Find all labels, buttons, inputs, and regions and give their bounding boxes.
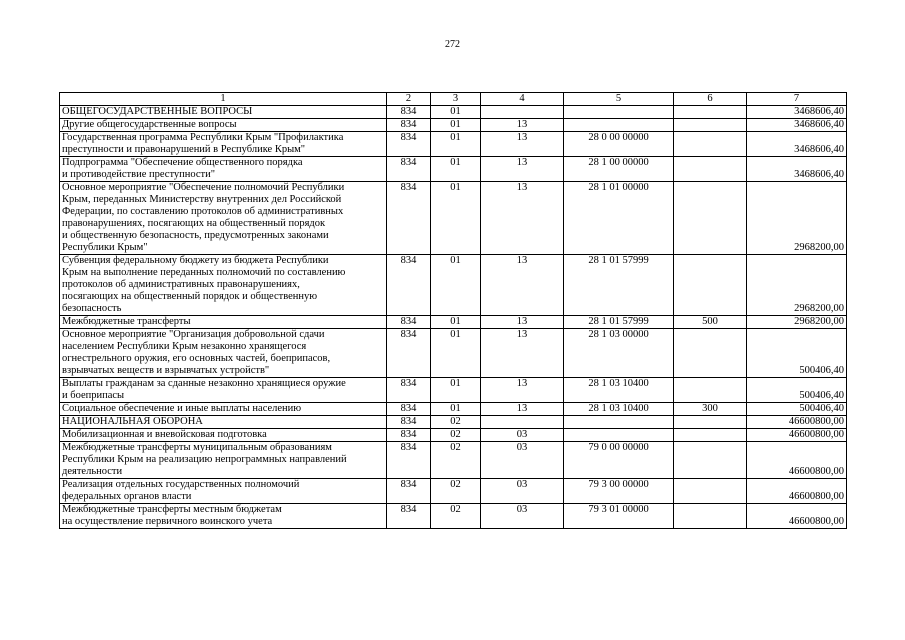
row-section-cell: 01 xyxy=(431,329,481,378)
row-section-cell: 02 xyxy=(431,504,481,529)
row-expense-type-cell xyxy=(674,442,747,479)
column-header: 7 xyxy=(747,93,847,106)
row-subsection-cell: 13 xyxy=(481,255,564,316)
row-code-cell: 834 xyxy=(387,504,431,529)
table-row xyxy=(60,416,847,429)
row-expense-type-cell xyxy=(674,378,747,403)
row-subsection-cell: 13 xyxy=(481,378,564,403)
table-header-row xyxy=(60,93,847,106)
row-target-article-cell: 79 3 01 00000 xyxy=(564,504,674,529)
row-amount-cell: 46600800,00 xyxy=(747,479,847,504)
row-expense-type-cell xyxy=(674,504,747,529)
row-target-article-cell: 28 1 00 00000 xyxy=(564,157,674,182)
row-target-article-cell: 28 1 01 57999 xyxy=(564,255,674,316)
row-subsection-cell: 13 xyxy=(481,157,564,182)
row-name-cell: ОБЩЕГОСУДАРСТВЕННЫЕ ВОПРОСЫ xyxy=(60,106,387,119)
row-name-cell: Межбюджетные трансферты местным бюджетам на осуществление первичного воинского учета xyxy=(60,504,387,529)
row-section-cell: 02 xyxy=(431,479,481,504)
row-subsection-cell xyxy=(481,106,564,119)
row-name-cell: Социальное обеспечение и иные выплаты населению xyxy=(60,403,387,416)
row-section-cell: 01 xyxy=(431,378,481,403)
row-target-article-cell: 79 3 00 00000 xyxy=(564,479,674,504)
table-row xyxy=(60,182,847,255)
table-row xyxy=(60,442,847,479)
row-subsection-cell: 13 xyxy=(481,119,564,132)
row-expense-type-cell: 500 xyxy=(674,316,747,329)
row-code-cell: 834 xyxy=(387,132,431,157)
row-amount-cell: 3468606,40 xyxy=(747,106,847,119)
row-expense-type-cell xyxy=(674,182,747,255)
row-target-article-cell xyxy=(564,119,674,132)
row-code-cell: 834 xyxy=(387,378,431,403)
row-expense-type-cell xyxy=(674,157,747,182)
row-subsection-cell: 13 xyxy=(481,182,564,255)
row-amount-cell: 46600800,00 xyxy=(747,442,847,479)
row-name-cell: Межбюджетные трансферты муниципальным образованиям Республики Крым на реализацию непрограммных направлений деятельности xyxy=(60,442,387,479)
row-code-cell: 834 xyxy=(387,429,431,442)
row-name-cell: Субвенция федеральному бюджету из бюджета Республики Крым на выполнение переданных полномочий по составлению протоколов об административных правонарушениях, посягающих на общественный порядок и общественную безопасность xyxy=(60,255,387,316)
row-code-cell: 834 xyxy=(387,416,431,429)
row-name-cell: Основное мероприятие "Организация добровольной сдачи населением Республики Крым незаконно хранящегося огнестрельного оружия, его основных частей, боеприпасов, взрывчатых веществ и взрывчатых устройств" xyxy=(60,329,387,378)
row-expense-type-cell xyxy=(674,479,747,504)
row-expense-type-cell xyxy=(674,329,747,378)
row-amount-cell: 46600800,00 xyxy=(747,504,847,529)
row-target-article-cell: 28 1 03 00000 xyxy=(564,329,674,378)
row-section-cell: 01 xyxy=(431,119,481,132)
table-row xyxy=(60,316,847,329)
row-section-cell: 01 xyxy=(431,182,481,255)
row-subsection-cell: 13 xyxy=(481,403,564,416)
row-subsection-cell: 13 xyxy=(481,329,564,378)
row-amount-cell: 500406,40 xyxy=(747,403,847,416)
table-body xyxy=(60,106,847,529)
table-row xyxy=(60,157,847,182)
row-subsection-cell: 03 xyxy=(481,479,564,504)
row-target-article-cell: 28 1 03 10400 xyxy=(564,403,674,416)
row-target-article-cell xyxy=(564,416,674,429)
row-code-cell: 834 xyxy=(387,119,431,132)
row-amount-cell: 46600800,00 xyxy=(747,416,847,429)
row-code-cell: 834 xyxy=(387,106,431,119)
row-expense-type-cell xyxy=(674,132,747,157)
row-name-cell: Основное мероприятие "Обеспечение полномочий Республики Крым, переданных Министерству внутренних дел Российской Федерации, по составлению протоколов об административных правонарушениях, посягающих на общественный порядок и общественную безопасность, предусмотренных законами Республики Крым" xyxy=(60,182,387,255)
table-row xyxy=(60,479,847,504)
column-header: 2 xyxy=(387,93,431,106)
row-target-article-cell xyxy=(564,106,674,119)
row-target-article-cell: 28 1 01 57999 xyxy=(564,316,674,329)
table-row xyxy=(60,132,847,157)
row-subsection-cell: 03 xyxy=(481,429,564,442)
row-amount-cell: 2968200,00 xyxy=(747,255,847,316)
table-row xyxy=(60,504,847,529)
row-amount-cell: 46600800,00 xyxy=(747,429,847,442)
row-amount-cell: 2968200,00 xyxy=(747,182,847,255)
row-code-cell: 834 xyxy=(387,316,431,329)
row-amount-cell: 3468606,40 xyxy=(747,119,847,132)
row-code-cell: 834 xyxy=(387,479,431,504)
row-subsection-cell xyxy=(481,416,564,429)
column-header: 4 xyxy=(481,93,564,106)
row-expense-type-cell xyxy=(674,255,747,316)
column-header: 1 xyxy=(60,93,387,106)
row-target-article-cell: 79 0 00 00000 xyxy=(564,442,674,479)
row-amount-cell: 3468606,40 xyxy=(747,132,847,157)
row-code-cell: 834 xyxy=(387,255,431,316)
row-section-cell: 01 xyxy=(431,106,481,119)
table-row xyxy=(60,119,847,132)
row-code-cell: 834 xyxy=(387,442,431,479)
row-amount-cell: 500406,40 xyxy=(747,378,847,403)
table-row xyxy=(60,403,847,416)
row-expense-type-cell xyxy=(674,119,747,132)
row-code-cell: 834 xyxy=(387,403,431,416)
row-name-cell: Мобилизационная и вневойсковая подготовка xyxy=(60,429,387,442)
row-amount-cell: 3468606,40 xyxy=(747,157,847,182)
row-section-cell: 01 xyxy=(431,255,481,316)
row-subsection-cell: 13 xyxy=(481,316,564,329)
row-section-cell: 02 xyxy=(431,442,481,479)
column-header: 6 xyxy=(674,93,747,106)
row-subsection-cell: 03 xyxy=(481,442,564,479)
row-target-article-cell: 28 1 03 10400 xyxy=(564,378,674,403)
row-code-cell: 834 xyxy=(387,329,431,378)
page-number: 272 xyxy=(445,39,460,50)
row-section-cell: 01 xyxy=(431,316,481,329)
row-subsection-cell: 13 xyxy=(481,132,564,157)
row-subsection-cell: 03 xyxy=(481,504,564,529)
row-target-article-cell: 28 0 00 00000 xyxy=(564,132,674,157)
table-row xyxy=(60,255,847,316)
row-code-cell: 834 xyxy=(387,157,431,182)
row-section-cell: 01 xyxy=(431,403,481,416)
row-name-cell: НАЦИОНАЛЬНАЯ ОБОРОНА xyxy=(60,416,387,429)
row-section-cell: 02 xyxy=(431,429,481,442)
row-name-cell: Государственная программа Республики Крым "Профилактика преступности и правонарушений в Республике Крым" xyxy=(60,132,387,157)
row-name-cell: Выплаты гражданам за сданные незаконно хранящиеся оружие и боеприпасы xyxy=(60,378,387,403)
table-row xyxy=(60,378,847,403)
row-expense-type-cell xyxy=(674,416,747,429)
column-header: 3 xyxy=(431,93,481,106)
row-target-article-cell: 28 1 01 00000 xyxy=(564,182,674,255)
row-target-article-cell xyxy=(564,429,674,442)
row-name-cell: Другие общегосударственные вопросы xyxy=(60,119,387,132)
row-expense-type-cell: 300 xyxy=(674,403,747,416)
row-section-cell: 01 xyxy=(431,132,481,157)
table-row xyxy=(60,106,847,119)
row-code-cell: 834 xyxy=(387,182,431,255)
row-name-cell: Подпрограмма "Обеспечение общественного порядка и противодействие преступности" xyxy=(60,157,387,182)
row-name-cell: Межбюджетные трансферты xyxy=(60,316,387,329)
row-amount-cell: 2968200,00 xyxy=(747,316,847,329)
row-name-cell: Реализация отдельных государственных полномочий федеральных органов власти xyxy=(60,479,387,504)
row-expense-type-cell xyxy=(674,106,747,119)
row-section-cell: 01 xyxy=(431,157,481,182)
row-expense-type-cell xyxy=(674,429,747,442)
table-row xyxy=(60,429,847,442)
budget-table xyxy=(59,92,847,529)
column-header: 5 xyxy=(564,93,674,106)
row-section-cell: 02 xyxy=(431,416,481,429)
row-amount-cell: 500406,40 xyxy=(747,329,847,378)
table-row xyxy=(60,329,847,378)
